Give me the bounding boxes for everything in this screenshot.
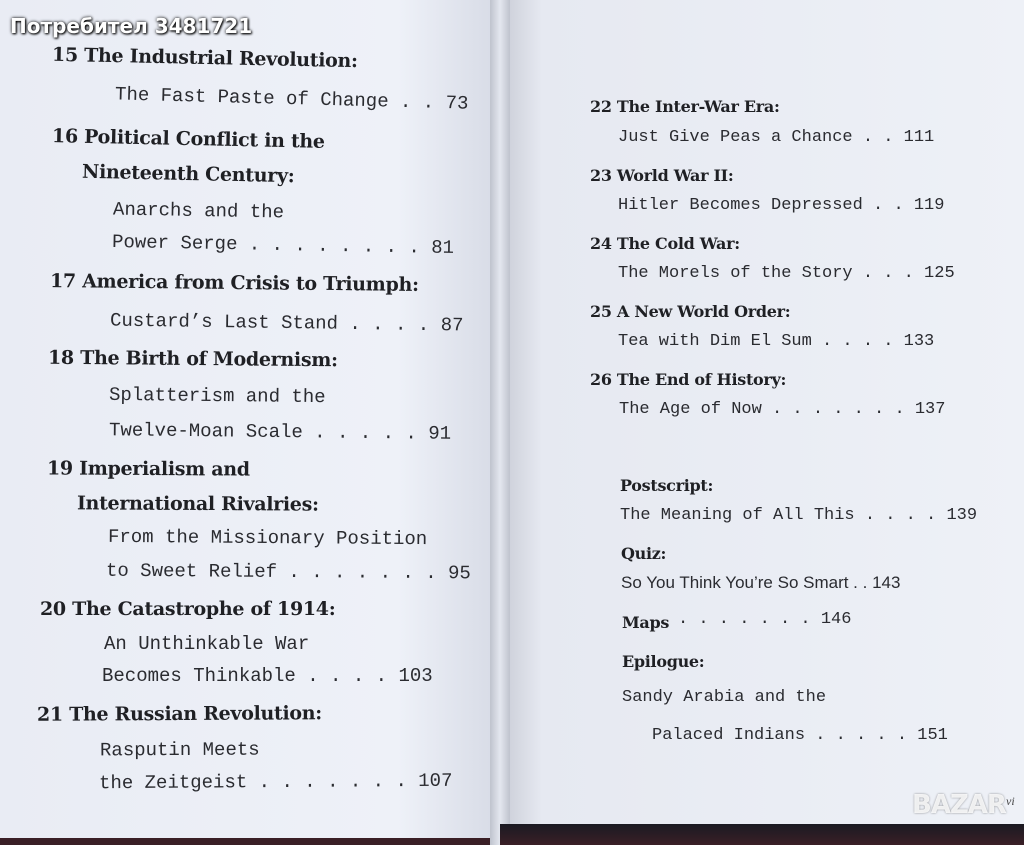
toc-postscript-subtitle: The Meaning of All This . . . . 139 <box>620 506 978 525</box>
toc-chapter-24-title: 24 The Cold War: <box>590 234 740 253</box>
toc-chapter-18-subtitle: Splatterism and the <box>108 383 326 409</box>
toc-maps-title: Maps <box>622 613 670 632</box>
toc-chapter-20-title: 20 The Catastrophe of 1914: <box>40 598 336 620</box>
book-binding <box>490 0 510 845</box>
toc-chapter-16-title-cont: Nineteenth Century: <box>81 160 295 188</box>
bazar-logo: BAZAR <box>912 790 1006 820</box>
toc-chapter-21-title: 21 The Russian Revolution: <box>36 702 323 726</box>
page-corner-mark: vi <box>1006 794 1015 808</box>
toc-postscript-title: Postscript: <box>620 476 714 495</box>
toc-chapter-16-subtitle-cont: Power Serge . . . . . . . . 81 <box>111 231 455 259</box>
toc-chapter-16-title: 16 Political Conflict in the <box>51 125 325 153</box>
toc-chapter-22-subtitle: Just Give Peas a Chance . . 111 <box>618 128 935 147</box>
toc-chapter-15-subtitle: The Fast Paste of Change . . 73 <box>114 83 469 115</box>
toc-chapter-20-subtitle: An Unthinkable War <box>104 633 310 655</box>
toc-chapter-19-title-cont: International Rivalries: <box>76 492 319 516</box>
toc-chapter-26-subtitle: The Age of Now . . . . . . . 137 <box>619 400 946 419</box>
toc-chapter-17-subtitle: Custard’s Last Stand . . . . 87 <box>109 309 464 337</box>
toc-chapter-18-title: 18 The Birth of Modernism: <box>47 346 338 372</box>
toc-chapter-20-subtitle-cont: Becomes Thinkable . . . . 103 <box>102 665 433 687</box>
toc-chapter-21-subtitle: Rasputin Meets <box>99 738 260 762</box>
toc-chapter-24-subtitle: The Morels of the Story . . . 125 <box>618 264 955 283</box>
toc-quiz-subtitle: So You Think You’re So Smart . . 143 <box>621 573 901 592</box>
toc-chapter-19-title: 19 Imperialism and <box>46 457 250 481</box>
toc-chapter-21-subtitle-cont: the Zeitgeist . . . . . . . 107 <box>98 769 453 795</box>
toc-epilogue-subtitle-cont: Palaced Indians . . . . . 151 <box>652 726 948 745</box>
toc-chapter-18-subtitle-cont: Twelve-Moan Scale . . . . . 91 <box>108 419 452 445</box>
toc-chapter-25-subtitle: Tea with Dim El Sum . . . . 133 <box>618 332 935 351</box>
toc-chapter-19-subtitle-cont: to Sweet Relief . . . . . . . 95 <box>105 559 471 585</box>
toc-chapter-23-title: 23 World War II: <box>590 166 734 185</box>
user-watermark: Потребител 3481721 <box>10 14 253 38</box>
toc-maps-page: . . . . . . . 146 <box>678 610 852 629</box>
toc-chapter-17-title: 17 America from Crisis to Triumph: <box>49 270 419 296</box>
toc-epilogue-title: Epilogue: <box>622 652 705 671</box>
toc-chapter-19-subtitle: From the Missionary Position <box>107 525 428 551</box>
toc-chapter-22-title: 22 The Inter-War Era: <box>590 97 780 116</box>
toc-chapter-25-title: 25 A New World Order: <box>590 302 791 321</box>
toc-chapter-23-subtitle: Hitler Becomes Depressed . . 119 <box>618 196 945 215</box>
table-surface <box>500 824 1024 845</box>
toc-epilogue-subtitle: Sandy Arabia and the <box>622 688 827 707</box>
toc-quiz-title: Quiz: <box>621 544 667 563</box>
toc-chapter-26-title: 26 The End of History: <box>590 370 787 389</box>
toc-chapter-16-subtitle: Anarchs and the <box>112 198 285 224</box>
toc-chapter-15-title: 15 The Industrial Revolution: <box>51 43 358 73</box>
